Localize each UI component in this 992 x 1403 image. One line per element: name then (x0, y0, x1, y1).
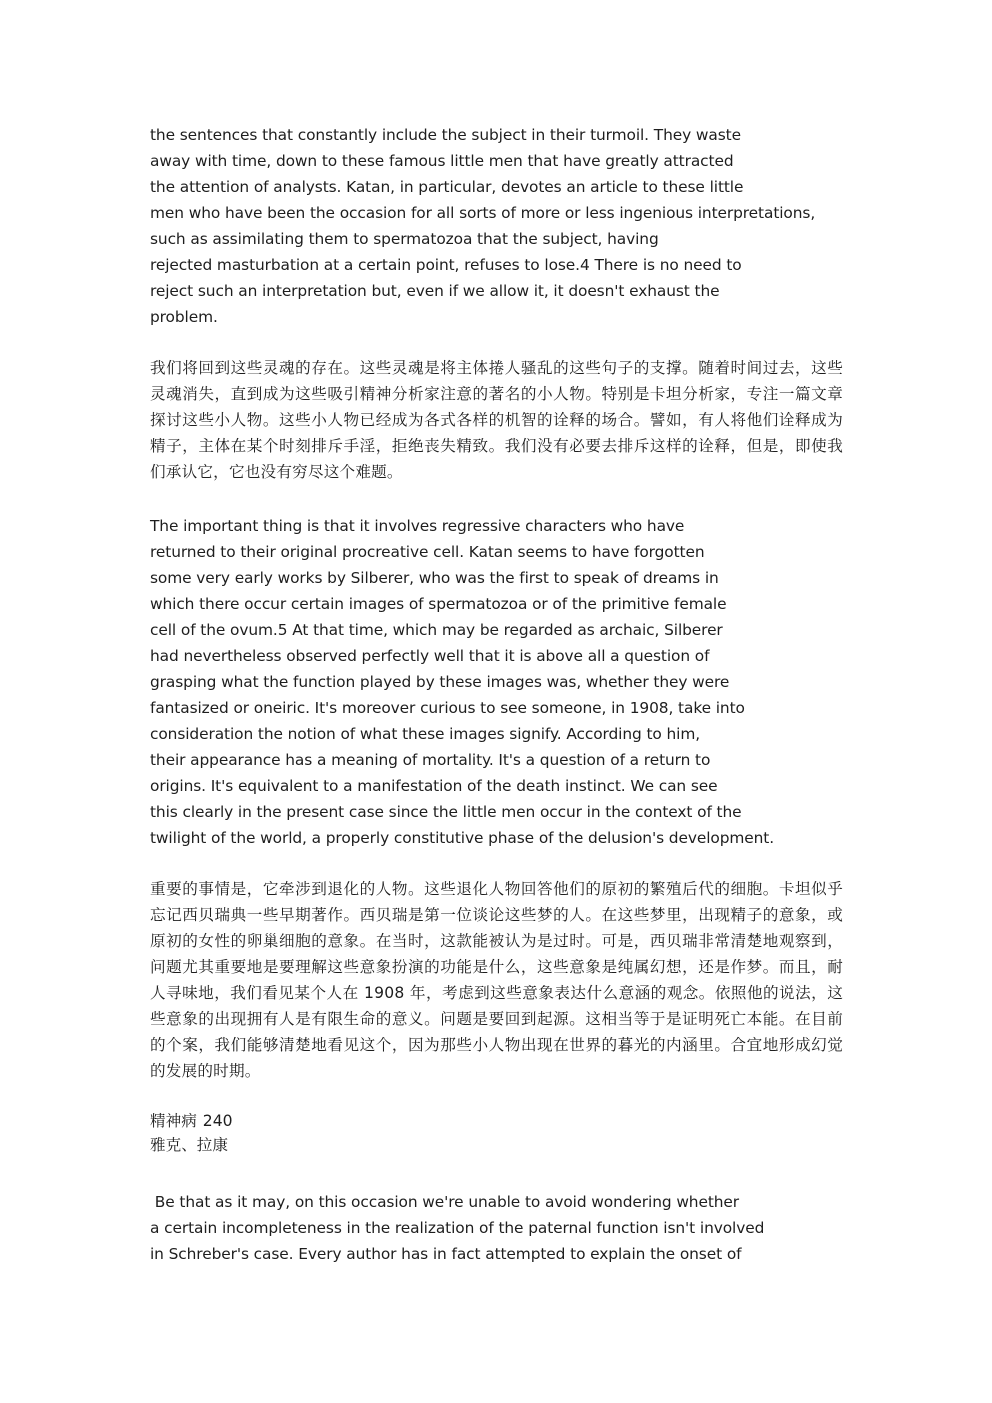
text-line: this clearly in the present case since the little men occur in the context of the (150, 803, 742, 821)
text-line: in Schreber's case. Every author has in fact attempted to explain the onset of (150, 1245, 742, 1263)
footer-title-line (150, 1109, 850, 1133)
chinese-paragraph-2: 重要的事情是，它牵涉到退化的人物。这些退化人物回答他们的原初的繁殖后代的细胞。卡坦似乎忘记西贝瑞典一些早期著作。西贝瑞是第一位谈论这些梦的人。在这些梦里，出现精子的意象，或原初的女性的卵巢细胞的意象。在当时，这款能被认为是过时。可是，西贝瑞非常清楚地观察到，问题尤其重要地是要理解这些意象扮演的功能是什么，这些意象是纯属幻想，还是作梦。而且，耐人寻味地，我们看见某个人在 1908 年，考虑到这些意象表达什么意涵的观念。依照他的说法，这些意象的出现拥有人是有限生命的意义。问题是要回到起源。这相当等于是证明死亡本能。在目前的个案，我们能够清楚地看见这个，因为那些小人物出现在世界的暮光的内涵里。合宜地形成幻觉的发展的时期。 (150, 880, 843, 1080)
text-line: The important thing is that it involves regressive characters who have (150, 517, 685, 535)
text-line: a certain incompleteness in the realization of the paternal function isn't involved (150, 1219, 765, 1237)
text-line: returned to their original procreative cell. Katan seems to have forgotten (150, 543, 705, 561)
text-line: consideration the notion of what these images signify. According to him, (150, 725, 701, 743)
text-line: such as assimilating them to spermatozoa that the subject, having (150, 230, 659, 248)
english-paragraph-3 (150, 1189, 850, 1267)
text-line: grasping what the function played by these images was, whether they were (150, 673, 730, 691)
page-number: 240 (202, 1112, 233, 1130)
text-line: their appearance has a meaning of mortality. It's a question of a return to (150, 751, 711, 769)
text-line: had nevertheless observed perfectly well that it is above all a question of (150, 647, 710, 665)
text-line: some very early works by Silberer, who was the first to speak of dreams in (150, 569, 719, 587)
text-line: the sentences that constantly include the subject in their turmoil. They waste (150, 126, 741, 144)
text-line: cell of the ovum.5 At that time, which may be regarded as archaic, Silberer (150, 621, 723, 639)
page-footer (150, 1109, 850, 1157)
text-line: which there occur certain images of spermatozoa or of the primitive female (150, 595, 727, 613)
text-line: the attention of analysts. Katan, in particular, devotes an article to these little (150, 178, 744, 196)
text-line: reject such an interpretation but, even if we allow it, it doesn't exhaust the (150, 282, 720, 300)
english-paragraph-1 (150, 122, 850, 330)
text-line: fantasized or oneiric. It's moreover curious to see someone, in 1908, take into (150, 699, 745, 717)
book-title: 精神病 (150, 1112, 197, 1130)
chinese-paragraph-1: 我们将回到这些灵魂的存在。这些灵魂是将主体捲人骚乱的这些句子的支撑。随着时间过去，这些灵魂消失，直到成为这些吸引精神分析家注意的著名的小人物。特别是卡坦分析家，专注一篇文章探讨这些小人物。这些小人物已经成为各式各样的机智的诠释的场合。譬如，有人将他们诠释成为精子，主体在某个时刻排斥手淫，拒绝丧失精致。我们没有必要去排斥这样的诠释，但是，即使我们承认它，它也没有穷尽这个难题。 (150, 359, 843, 481)
text-line: men who have been the occasion for all sorts of more or less ingenious interpretations, (150, 204, 816, 222)
text-line: Be that as it may, on this occasion we're unable to avoid wondering whether (150, 1193, 740, 1211)
text-line: rejected masturbation at a certain point, refuses to lose.4 There is no need to (150, 256, 742, 274)
text-line: twilight of the world, a properly constitutive phase of the delusion's development. (150, 829, 775, 847)
text-line: origins. It's equivalent to a manifestation of the death instinct. We can see (150, 777, 718, 795)
text-line: away with time, down to these famous little men that have greatly attracted (150, 152, 734, 170)
english-paragraph-2 (150, 513, 850, 851)
text-line: problem. (150, 308, 218, 326)
document-page (150, 122, 850, 1267)
author-name: 雅克、拉康 (150, 1136, 228, 1154)
